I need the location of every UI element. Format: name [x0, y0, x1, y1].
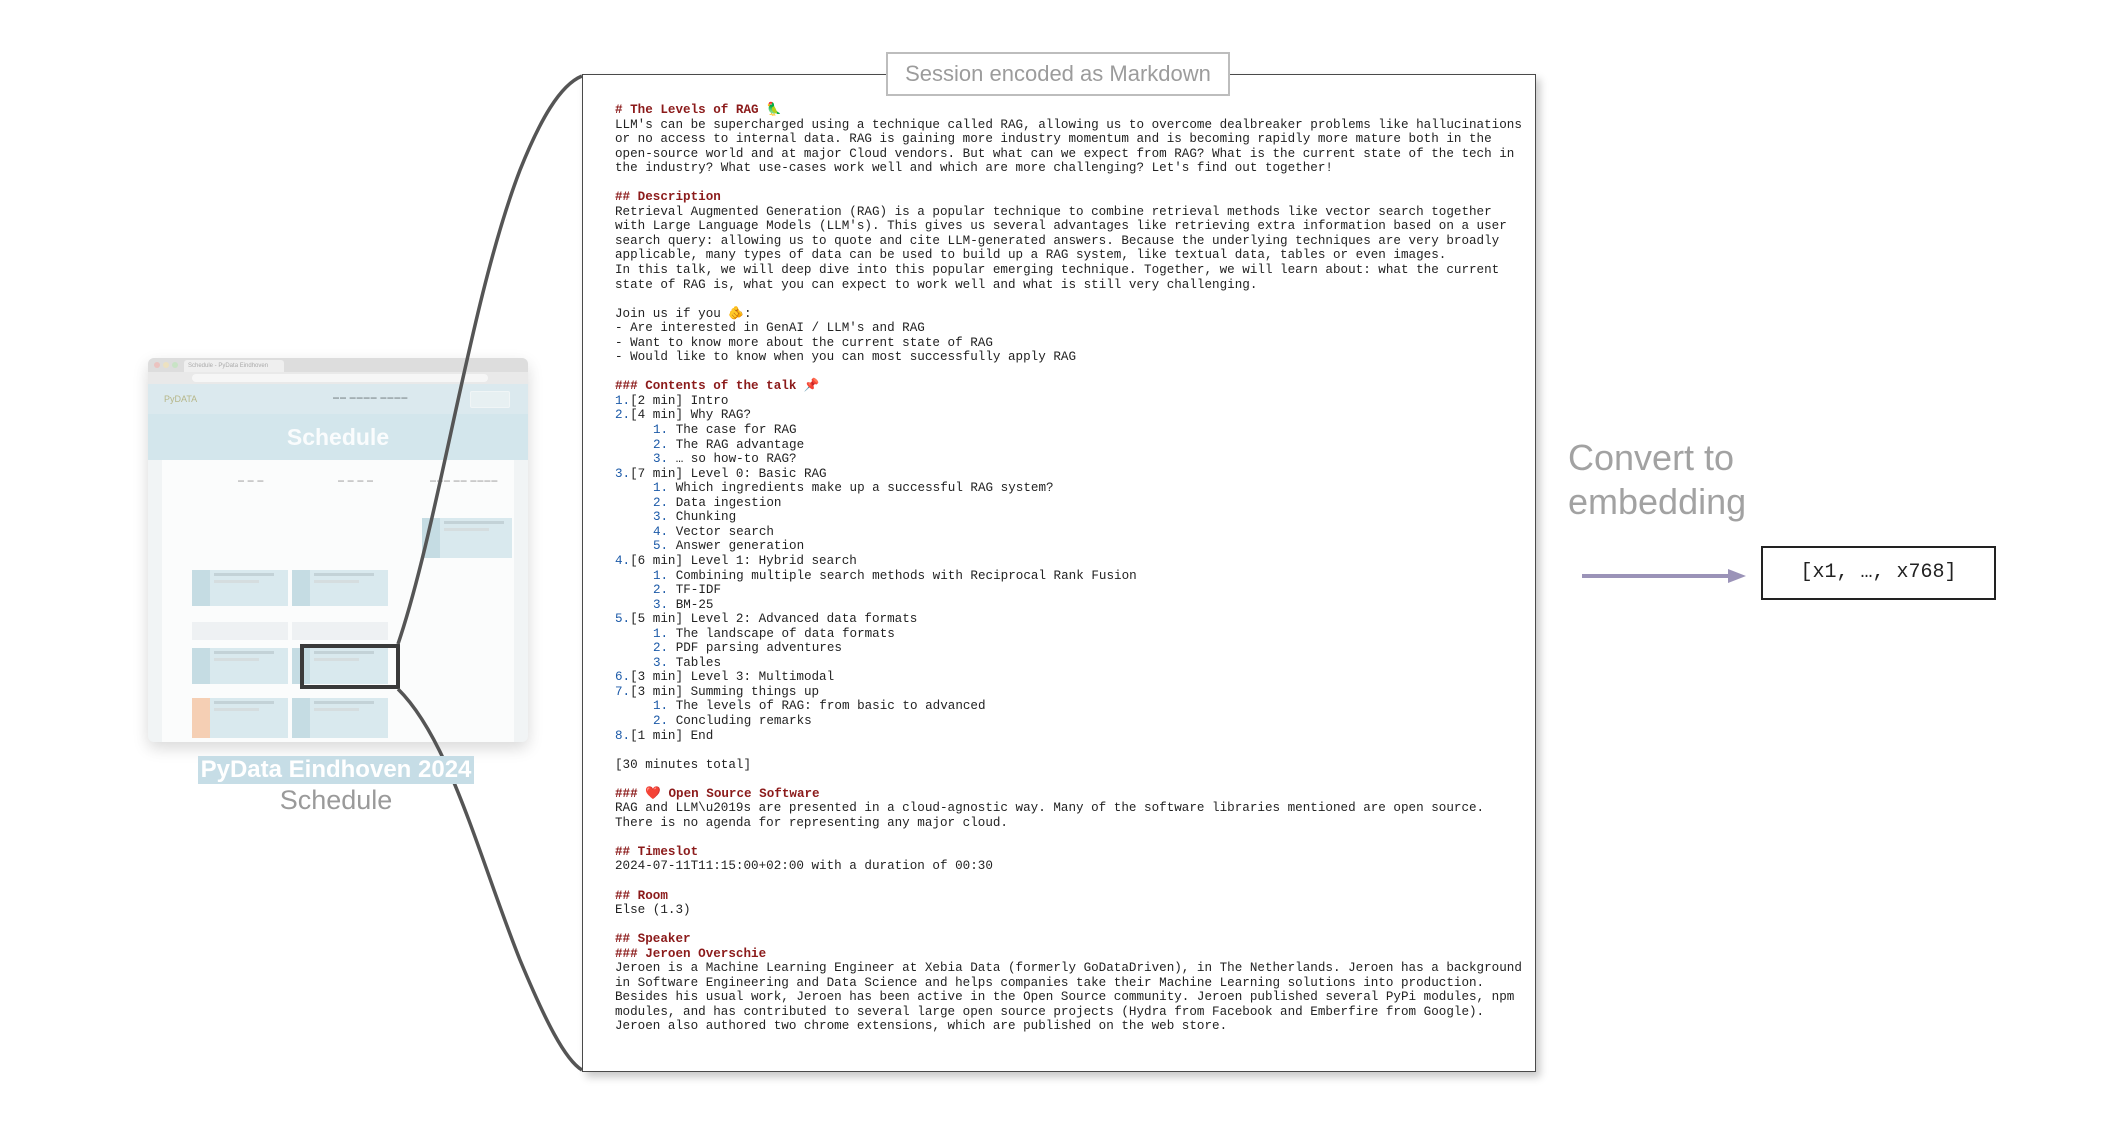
list-text: The levels of RAG: from basic to advanced	[675, 699, 986, 714]
markdown-text-line: In this talk, we will deep dive into this popular emerging technique. Together, we will learn about: what the current	[615, 263, 1500, 278]
markdown-list-item	[615, 685, 1522, 700]
markdown-subitem	[615, 525, 1522, 540]
convert-label-line1: Convert to	[1568, 437, 1735, 478]
list-text: The case for RAG	[675, 423, 797, 438]
list-number: 2.	[653, 437, 669, 452]
markdown-heading: # The Levels of RAG 🦜	[615, 103, 782, 117]
markdown-heading: ## Description	[615, 190, 721, 205]
list-text: PDF parsing adventures	[675, 641, 842, 656]
markdown-subitem	[615, 569, 1522, 584]
markdown-text-line: Besides his usual work, Jeroen has been active in the Open Source community. Jeroen published several PyPi modules, npm	[615, 990, 1515, 1005]
list-number: 6.	[615, 670, 631, 685]
blank-line	[615, 176, 1522, 191]
list-number: 3.	[615, 466, 631, 481]
markdown-text-line: LLM's can be supercharged using a technique called RAG, allowing us to overcome dealbreaker problems like hallucinations	[615, 117, 1522, 132]
markdown-subitem	[615, 641, 1522, 656]
list-text: Which ingredients make up a successful RAG system?	[675, 481, 1054, 496]
list-number: 1.	[653, 626, 669, 641]
column-header: ▬▬▬ ▬▬ ▬▬▬▬	[430, 478, 499, 484]
markdown-subitem	[615, 627, 1522, 642]
markdown-subitem	[615, 699, 1522, 714]
list-text: The RAG advantage	[675, 437, 805, 452]
list-number: 3.	[653, 452, 669, 467]
markdown-document	[582, 74, 1536, 1072]
list-text: [5 min] Level 2: Advanced data formats	[630, 612, 918, 627]
markdown-text-line: [30 minutes total]	[615, 757, 752, 772]
list-number: 1.	[653, 699, 669, 714]
markdown-subitem	[615, 598, 1522, 613]
list-number: 3.	[653, 597, 669, 612]
markdown-text-line: Jeroen is a Machine Learning Engineer at Xebia Data (formerly GoDataDriven), in The Netherlands. Jeroen has a background	[615, 961, 1522, 976]
markdown-list-item	[615, 554, 1522, 569]
markdown-heading: ## Room	[615, 888, 668, 903]
column-header: ▬ ▬ ▬	[238, 478, 265, 484]
caption-event-name: PyData Eindhoven 2024	[198, 756, 475, 784]
pydata-logo: PyDATA	[164, 394, 198, 404]
markdown-heading: ## Timeslot	[615, 844, 699, 859]
convert-label	[1568, 436, 1746, 524]
caption-subtitle: Schedule	[279, 785, 393, 815]
markdown-subitem	[615, 481, 1522, 496]
list-text: [3 min] Summing things up	[630, 684, 820, 699]
list-number: 1.	[653, 568, 669, 583]
list-text: TF-IDF	[675, 583, 722, 598]
right-arrow-icon	[1582, 566, 1752, 586]
markdown-text-line: There is no agenda for representing any major cloud.	[615, 815, 1008, 830]
blank-line	[615, 365, 1522, 380]
list-text: Concluding remarks	[675, 713, 812, 728]
list-text: [6 min] Level 1: Hybrid search	[630, 553, 857, 568]
markdown-subitem	[615, 714, 1522, 729]
markdown-text-line: or no access to internal data. RAG is gaining more industry momentum and is becoming rapidly more mature both in the	[615, 132, 1492, 147]
list-number: 1.	[653, 423, 669, 438]
convert-label-line2: embedding	[1568, 481, 1747, 522]
markdown-list-item	[615, 729, 1522, 744]
list-number: 2.	[653, 583, 669, 598]
markdown-text-line: applicable, many types of data can be used to build up a RAG system, like textual data, tables or even images.	[615, 248, 1447, 263]
list-text: Vector search	[675, 524, 774, 539]
list-text: [4 min] Why RAG?	[630, 408, 752, 423]
markdown-subitem	[615, 539, 1522, 554]
markdown-list-item	[615, 467, 1522, 482]
list-text: Chunking	[675, 510, 737, 525]
markdown-text-line: RAG and LLM\u2019s are presented in a cloud-agnostic way. Many of the software libraries mentioned are open source.	[615, 801, 1485, 816]
markdown-list-item	[615, 408, 1522, 423]
column-header: ▬ ▬ ▬ ▬	[338, 478, 375, 484]
markdown-text-line: the industry? What use-cases work well and which are more challenging? Let's find out together!	[615, 161, 1333, 176]
list-number: 5.	[615, 612, 631, 627]
list-number: 1.	[615, 393, 631, 408]
embedding-vector: [x1, …, x768]	[1761, 546, 1996, 600]
markdown-text-line: open-source world and at major Cloud vendors. But what can we expect from RAG? What is the current state of the tech in	[615, 146, 1515, 161]
list-text: Combining multiple search methods with Reciprocal Rank Fusion	[675, 568, 1137, 583]
list-text: [2 min] Intro	[630, 393, 729, 408]
markdown-subitem	[615, 452, 1522, 467]
markdown-heading: ### Contents of the talk 📌	[615, 379, 820, 394]
list-text: Data ingestion	[675, 495, 782, 510]
blank-line	[615, 292, 1522, 307]
markdown-subitem	[615, 583, 1522, 598]
list-number: 5.	[653, 539, 669, 554]
list-text: [7 min] Level 0: Basic RAG	[630, 466, 827, 481]
blank-line	[615, 743, 1522, 758]
markdown-subitem	[615, 656, 1522, 671]
list-number: 4.	[653, 524, 669, 539]
list-text: The landscape of data formats	[675, 626, 895, 641]
list-text: … so how-to RAG?	[675, 452, 797, 467]
markdown-subitem	[615, 496, 1522, 511]
markdown-heading: ### Jeroen Overschie	[615, 946, 767, 961]
list-number: 8.	[615, 728, 631, 743]
list-text: Answer generation	[675, 539, 805, 554]
markdown-text-line: with Large Language Models (LLM's). This gives us several advantages like retrieving extra information based on a user	[615, 219, 1507, 234]
schedule-hero-title: Schedule	[148, 414, 528, 460]
browser-tab: Schedule - PyData Eindhoven	[184, 360, 284, 372]
list-number: 2.	[615, 408, 631, 423]
markdown-subitem	[615, 510, 1522, 525]
markdown-text-line: modules, and has contributed to several large open source projects (Hydra from Facebook and Emberfire from Google).	[615, 1004, 1485, 1019]
document-title: Session encoded as Markdown	[886, 52, 1230, 96]
list-text: Tables	[675, 655, 722, 670]
markdown-text-line: 2024-07-11T11:15:00+02:00 with a duration of 00:30	[615, 859, 993, 874]
list-number: 7.	[615, 684, 631, 699]
list-number: 2.	[653, 641, 669, 656]
markdown-heading: ## Speaker	[615, 932, 691, 947]
blank-line	[615, 830, 1522, 845]
blank-line	[615, 874, 1522, 889]
list-text: [3 min] Level 3: Multimodal	[630, 670, 835, 685]
markdown-text-line: in Software Engineering and Data Science and helps companies take their Machine Learning solutions into production.	[615, 975, 1485, 990]
list-number: 3.	[653, 510, 669, 525]
list-number: 3.	[653, 655, 669, 670]
list-text: [1 min] End	[630, 728, 714, 743]
list-number: 2.	[653, 713, 669, 728]
markdown-list-item	[615, 612, 1522, 627]
markdown-text-line: Else (1.3)	[615, 903, 691, 918]
markdown-text-line: - Would like to know when you can most successfully apply RAG	[615, 350, 1077, 365]
markdown-text-line: - Want to know more about the current state of RAG	[615, 335, 993, 350]
markdown-content	[615, 103, 1522, 1034]
markdown-list-item	[615, 394, 1522, 409]
list-number: 4.	[615, 553, 631, 568]
markdown-subitem	[615, 423, 1522, 438]
markdown-list-item	[615, 670, 1522, 685]
list-number: 2.	[653, 495, 669, 510]
list-text: BM-25	[675, 597, 714, 612]
markdown-text-line: - Are interested in GenAI / LLM's and RAG	[615, 321, 925, 336]
markdown-heading: ### ❤️ Open Source Software	[615, 786, 820, 801]
markdown-text-line: state of RAG is, what you can expect to work well and what is still very challenging.	[615, 277, 1258, 292]
markdown-subitem	[615, 438, 1522, 453]
markdown-text-line: Retrieval Augmented Generation (RAG) is a popular technique to combine retrieval methods like vector search together	[615, 204, 1492, 219]
markdown-text-line: search query: allowing us to quote and cite LLM-generated answers. Because the underlying techniques are very broadly	[615, 233, 1500, 248]
blank-line	[615, 772, 1522, 787]
list-number: 1.	[653, 481, 669, 496]
markdown-text-line: Jeroen also authored two chrome extensions, which are published on the web store.	[615, 1019, 1228, 1034]
blank-line	[615, 918, 1522, 933]
markdown-text-line: Join us if you 🫵:	[615, 306, 752, 321]
screenshot-caption	[192, 756, 480, 816]
nav-links: ▬▬ ▬▬▬▬ ▬▬▬▬	[333, 395, 409, 401]
